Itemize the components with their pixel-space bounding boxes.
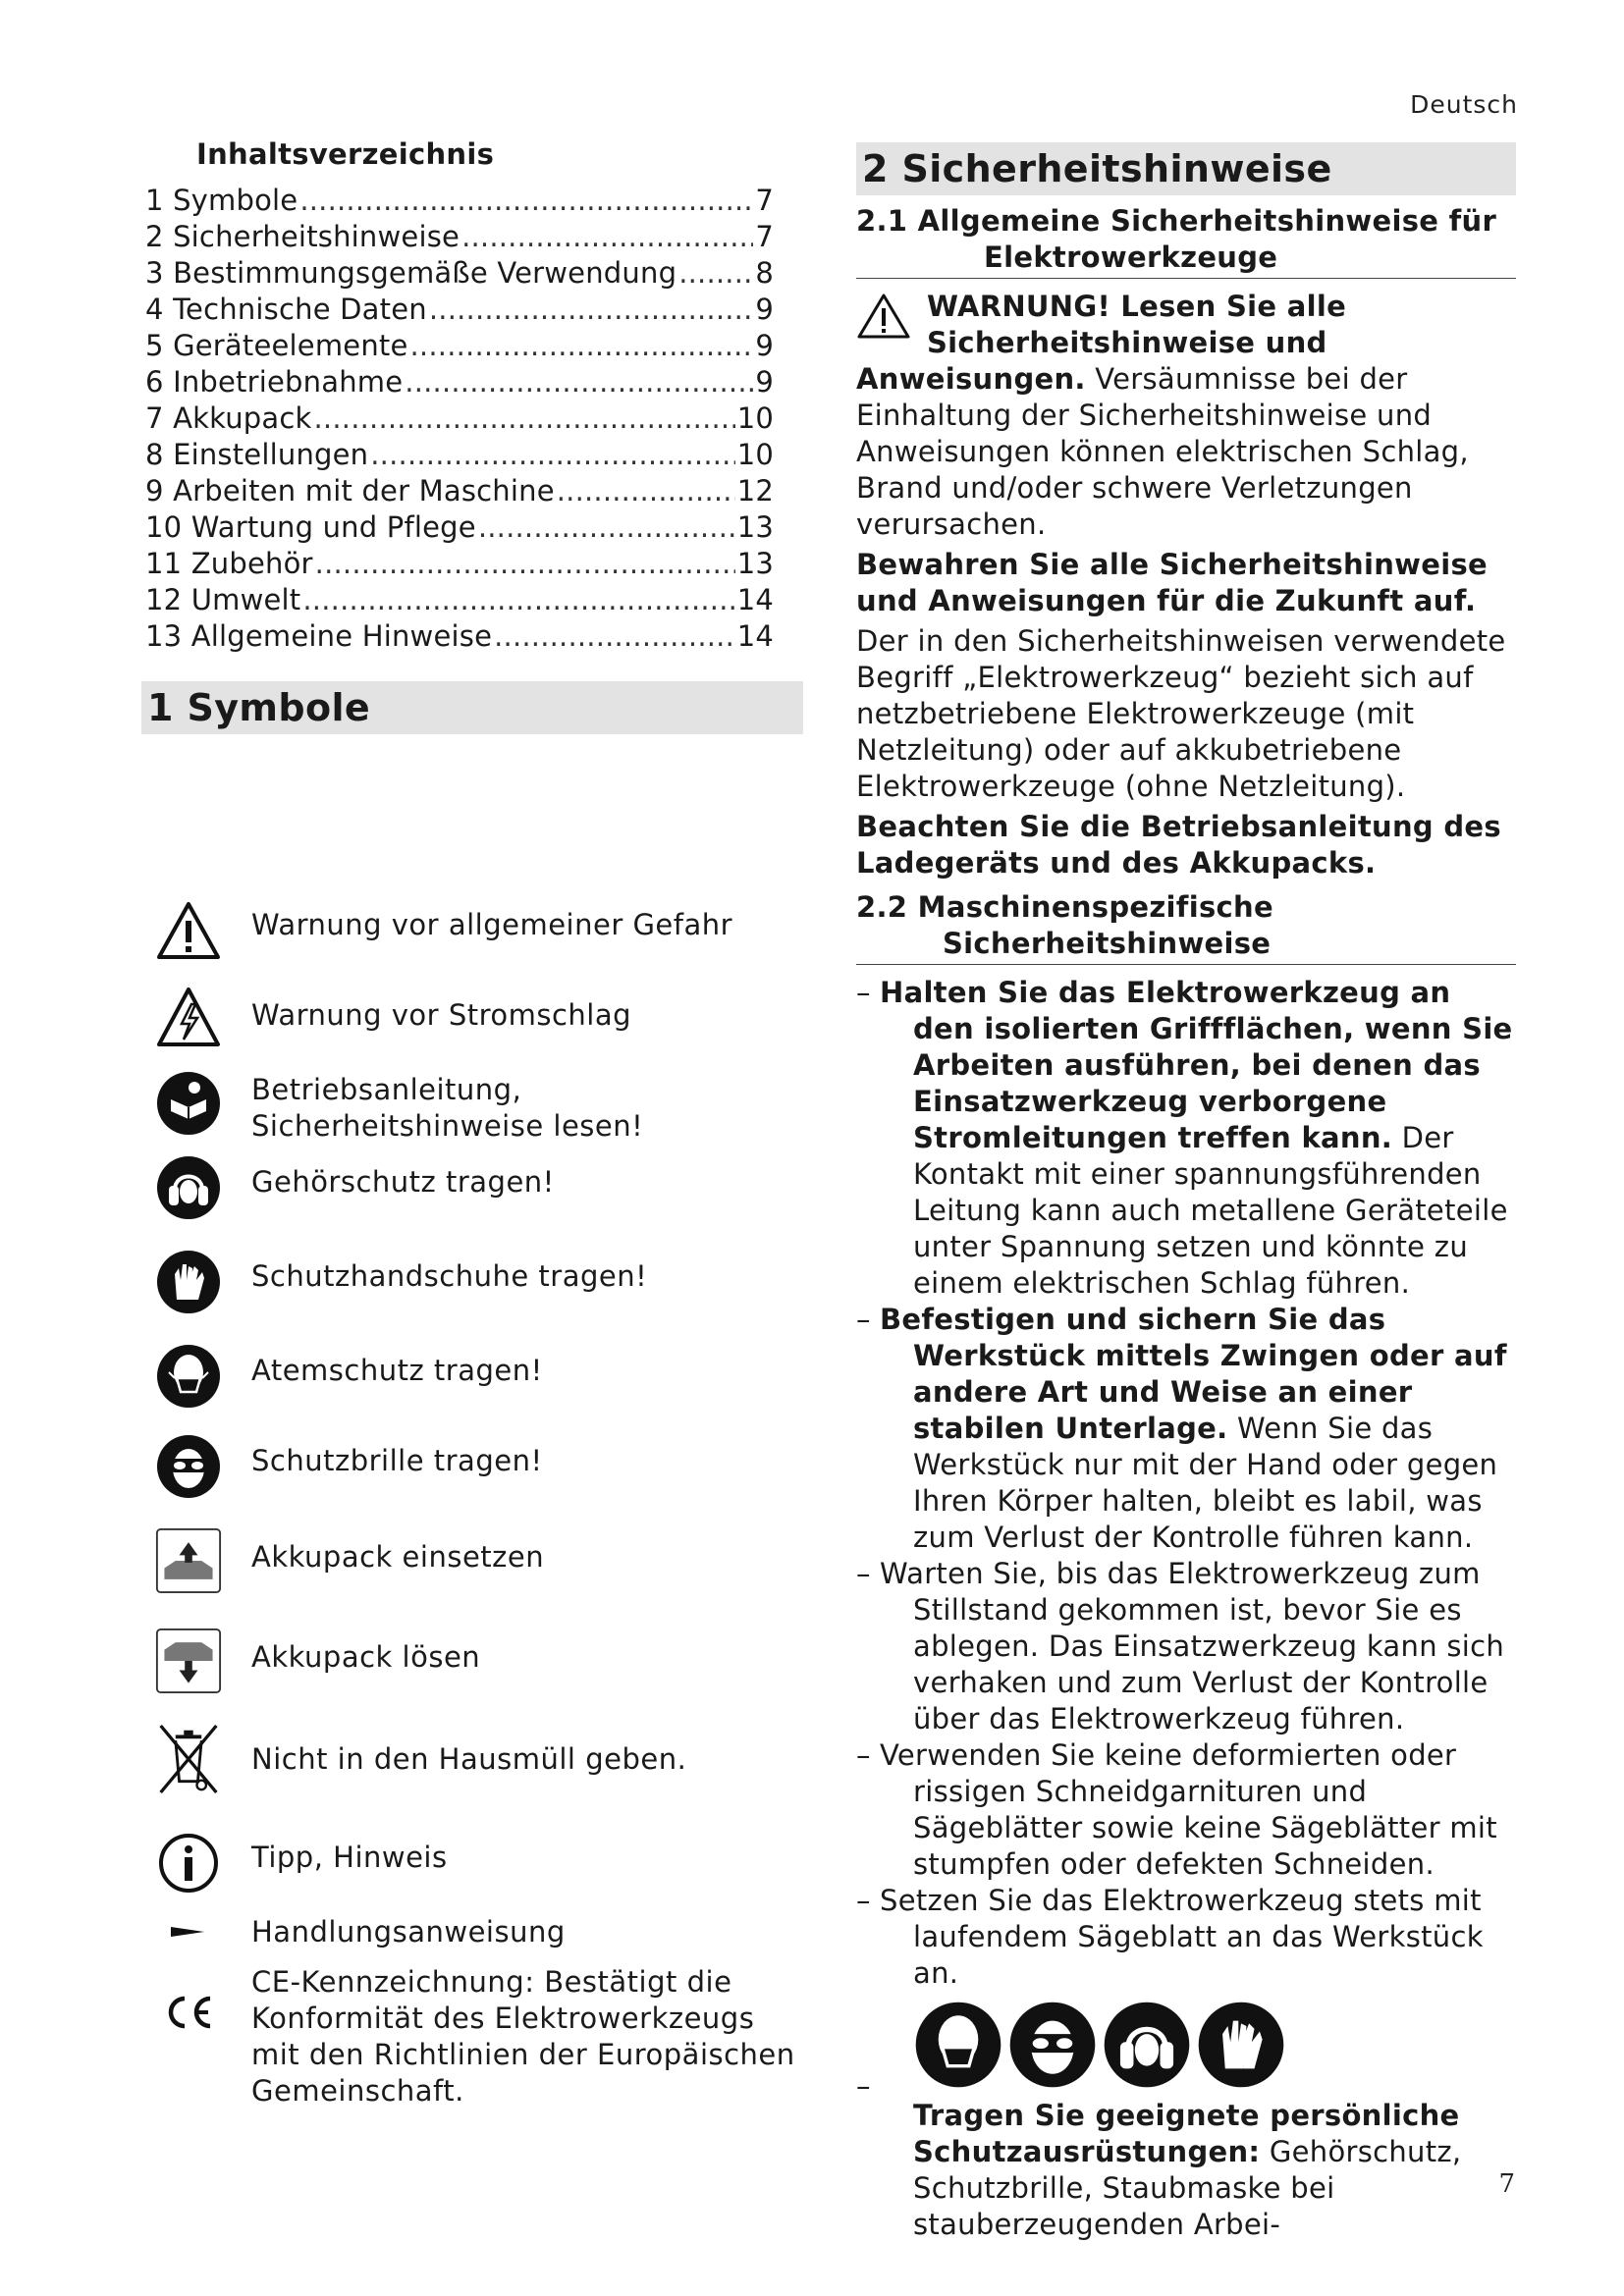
toc-item[interactable]: 10 Wartung und Pflege ..... 13 xyxy=(145,509,774,546)
crossed-bin-icon xyxy=(155,1718,222,1800)
toc-item[interactable]: 13 Allgemeine Hinweise ..... 14 xyxy=(145,618,774,655)
ppe-bold-text: Tragen Sie geeignete persönliche Schutzausrüstungen: xyxy=(913,2099,1460,2168)
respirator-icon xyxy=(913,2000,1003,2090)
goggles-icon xyxy=(1007,2000,1098,2090)
toc-item[interactable]: 3 Bestimmungsgemäße Verwendung ..... 8 xyxy=(145,255,774,292)
toc-list xyxy=(145,183,803,655)
safety-list-item: – Halten Sie das Elektrowerkzeug an den isolierten Griffflächen, wenn Sie Arbeiten ausführen, bei denen das Einsatzwerkzeug verborgene Stromleitungen treffen kann. Der Kontakt mit einer spannungsführenden Leitung kann auch metallene Geräteteile unter Spannung setzen und könnte zu einem elektrischen Schlag führen. xyxy=(856,976,1513,1300)
symbols-heading: 1 Symbole xyxy=(141,681,803,734)
toc-item[interactable]: 8 Einstellungen ..... 10 xyxy=(145,437,774,473)
arrow-pointer-icon xyxy=(155,1898,222,1965)
subheading-general-safety: 2.1 Allgemeine Sicherheitshinweise für Elektrowerkzeuge xyxy=(856,203,1516,279)
gloves-icon xyxy=(1196,2000,1286,2090)
safety-list-item: – Befestigen und sichern Sie das Werkstück mittels Zwingen oder auf andere Art und Weise an einer stabilen Unterlage. Wenn Sie das Werkstück nur mit der Hand oder gegen Ihren Körper halten, bleibt es labil, was zum Verlust der Kontrolle führen kann. xyxy=(856,1303,1507,1554)
toc-item[interactable]: 5 Geräteelemente ..... 9 xyxy=(145,328,774,364)
toc-item[interactable]: 11 Zubehör ..... 13 xyxy=(145,546,774,582)
safety-list-item: – Warten Sie, bis das Elektrowerkzeug zum Stillstand gekommen ist, bevor Sie es ablegen. Das Einsatzwerkzeug kann sich verhaken und zum Verlust der Kontrolle über das Elektrowerkzeug führen. xyxy=(856,1557,1505,1735)
keep-instructions-text: Bewahren Sie alle Sicherheitshinweise und Anweisungen für die Zukunft auf. xyxy=(856,548,1488,617)
toc-item[interactable]: 4 Technische Daten ..... 9 xyxy=(145,292,774,328)
battery-release-icon xyxy=(155,1628,222,1694)
ear-protection-icon xyxy=(1102,2000,1192,2090)
subheading-machine-safety: 2.2 Maschinenspezifische Sicherheitshinweise xyxy=(856,889,1516,965)
toc-item[interactable]: 6 Inbetriebnahme ..... 9 xyxy=(145,364,774,400)
respirator-icon xyxy=(155,1343,222,1410)
warning-bold-text: WARNUNG! Lesen Sie alle Sicherheitshinweise und Anweisungen. xyxy=(856,290,1347,396)
safety-list-item: – Verwenden Sie keine deformierten oder rissigen Schneidgarnituren und Sägeblätter sowie keine Sägeblätter mit stumpfen oder defekten Schneiden. xyxy=(856,1738,1497,1881)
page-number: 7 xyxy=(1498,2169,1515,2199)
toc-item[interactable]: 7 Akkupack ..... 10 xyxy=(145,400,774,437)
safety-list-item: – Setzen Sie das Elektrowerkzeug stets mit laufendem Sägeblatt an das Werkstück an. xyxy=(856,1884,1484,1990)
ce-mark-icon xyxy=(155,1979,222,2046)
warning-paragraph xyxy=(856,289,1516,543)
toc-title: Inhaltsverzeichnis xyxy=(196,137,495,171)
toc-item[interactable]: 9 Arbeiten mit der Maschine ..... 12 xyxy=(145,473,774,509)
ppe-text: Gehörschutz, Schutzbrille, Staubmaske bei stauberzeugenden Arbei- xyxy=(913,2135,1462,2241)
warning-triangle-icon xyxy=(155,897,222,964)
ppe-icon-row xyxy=(913,2000,1516,2090)
read-manual-icon xyxy=(155,1070,222,1137)
ear-protection-icon xyxy=(155,1154,222,1221)
gloves-icon xyxy=(155,1249,222,1315)
right-column xyxy=(856,142,1516,2243)
toc-item[interactable]: 2 Sicherheitshinweise ..... 7 xyxy=(145,219,774,255)
safety-heading: 2 Sicherheitshinweise xyxy=(856,142,1516,195)
toc-item[interactable]: 12 Umwelt ..... 14 xyxy=(145,582,774,618)
left-column: Inhaltsverzeichnis 1 Symbole ..... 7 2 Sicherheitshinweise ..... 7 3 Bestimmungsgemäße Verwendung ..... 8 4 Technische Daten ..... 9 5 Geräteelemente ..... 9 6 Inbetriebnahme ..... 9 7 Akkupack ..... 10 8 Einstellungen ..... 10 9 Arbeiten mit der Maschine ..... 12 10 Wartung und Pflege ..... 13 11 Zubehör ..... 13 12 Umwelt ..... 14 13 Allgemeine Hinweise ..... 14 1 Symbole Warnung vor allgemeiner Gefahr Warnung vor Stromschlag Betriebsanleitung, Sicherheitshinweise lesen! Gehörschutz tragen! Schutzhandschuhe tragen! Atemschutz tragen! Schutzbrille tragen! Akkupack einsetzen Akkupack lösen Nicht in den Hausmüll geben. Tipp, Hinweis Handlungsanweisung CE-Kennzeichnung: Bestätigt die Konformität des Elektrowerkzeugs mit den Richtlinien der Europäischen Gemeinschaft. xyxy=(145,137,803,655)
warning-text: Versäumnisse bei der Einhaltung der Sicherheitshinweise und Anweisungen können elektrischen Schlag, Brand und/oder schwere Verletzungen verursachen. xyxy=(856,362,1469,541)
observe-manual-text: Beachten Sie die Betriebsanleitung des Ladegeräts und des Akkupacks. xyxy=(856,810,1501,880)
battery-insert-icon xyxy=(155,1527,222,1594)
toc-item[interactable]: 1 Symbole ..... 7 xyxy=(145,183,774,219)
electric-shock-icon xyxy=(155,984,222,1050)
term-definition-text: Der in den Sicherheitshinweisen verwendete Begriff „Elektrowerkzeug“ bezieht sich auf netzbetriebene Elektrowerkzeuge (mit Netzleitung) oder auf akkubetriebene Elektrowerkzeuge (ohne Netzleitung). xyxy=(856,624,1506,803)
warning-triangle-icon xyxy=(856,293,911,340)
goggles-icon xyxy=(155,1433,222,1500)
info-icon xyxy=(155,1830,222,1896)
language-label: Deutsch xyxy=(1410,90,1518,119)
ppe-list-item: – Tragen Sie geeignete persönliche Schutzausrüstungen: Gehörschutz, Schutzbrille, Staubmaske bei stauberzeugenden Arbei- xyxy=(856,2000,1516,2243)
